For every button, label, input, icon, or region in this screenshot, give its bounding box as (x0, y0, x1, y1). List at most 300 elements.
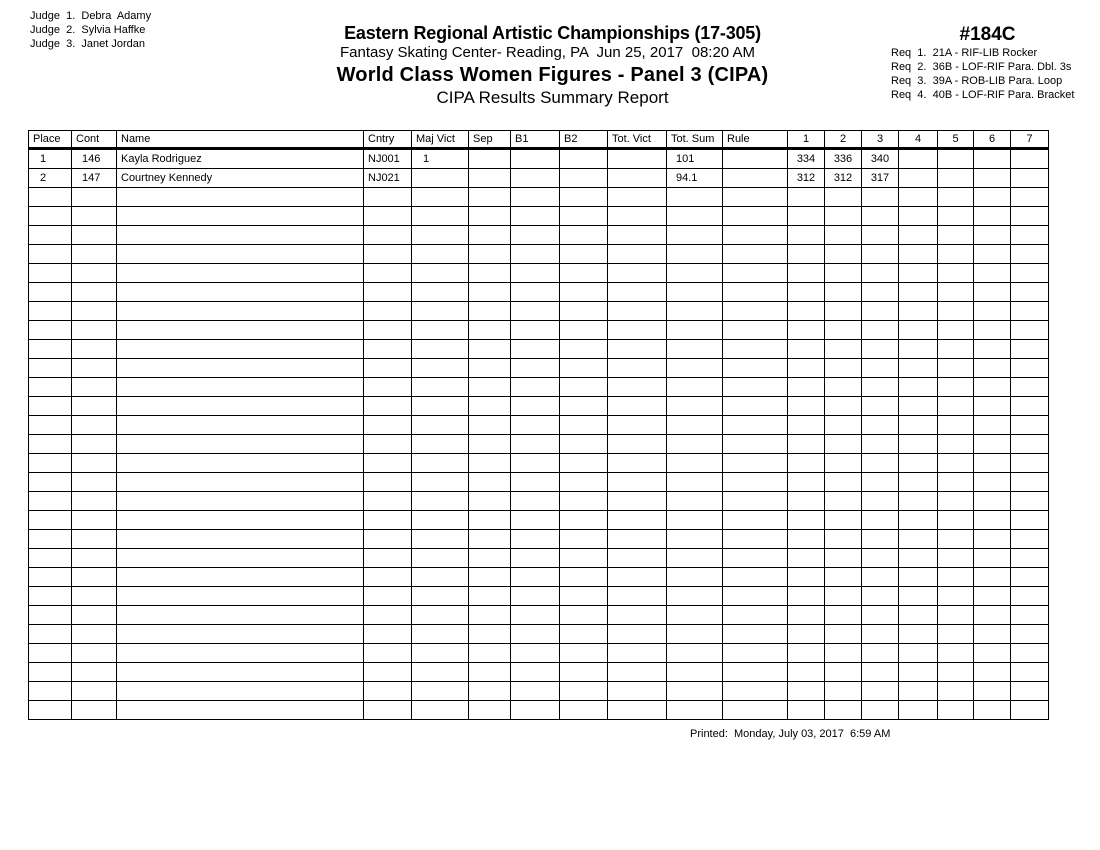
empty-cell (608, 359, 667, 378)
empty-cell (974, 625, 1011, 644)
empty-cell (364, 530, 412, 549)
empty-cell (974, 435, 1011, 454)
empty-cell (364, 701, 412, 720)
empty-cell (825, 644, 862, 663)
empty-cell (364, 492, 412, 511)
empty-cell (117, 302, 364, 321)
empty-cell (511, 473, 560, 492)
empty-cell (1011, 663, 1049, 682)
empty-cell (412, 245, 469, 264)
judge-5-cell (938, 149, 974, 169)
empty-cell (788, 302, 825, 321)
empty-cell (788, 549, 825, 568)
empty-cell (667, 435, 723, 454)
empty-cell (788, 682, 825, 701)
judge-3-cell: 317 (862, 169, 899, 188)
empty-cell (723, 454, 788, 473)
empty-cell (788, 606, 825, 625)
empty-cell (117, 435, 364, 454)
table-row-empty (29, 549, 1049, 568)
empty-cell (412, 188, 469, 207)
empty-cell (825, 454, 862, 473)
empty-cell (72, 511, 117, 530)
empty-cell (608, 264, 667, 283)
empty-cell (825, 663, 862, 682)
b1-cell (511, 149, 560, 169)
empty-cell (72, 416, 117, 435)
empty-cell (72, 530, 117, 549)
b2-cell (560, 149, 608, 169)
table-row-empty (29, 245, 1049, 264)
empty-cell (364, 644, 412, 663)
empty-cell (788, 245, 825, 264)
empty-cell (862, 416, 899, 435)
empty-cell (469, 663, 511, 682)
table-row-empty (29, 568, 1049, 587)
table-row-empty (29, 701, 1049, 720)
empty-cell (560, 492, 608, 511)
empty-cell (29, 568, 72, 587)
table-row-empty (29, 644, 1049, 663)
empty-cell (72, 473, 117, 492)
empty-cell (938, 682, 974, 701)
empty-cell (974, 188, 1011, 207)
empty-cell (511, 188, 560, 207)
empty-cell (72, 283, 117, 302)
empty-cell (899, 359, 938, 378)
judge-3-cell: 340 (862, 149, 899, 169)
tot-vict-cell (608, 149, 667, 169)
empty-cell (511, 682, 560, 701)
empty-cell (364, 245, 412, 264)
empty-cell (469, 568, 511, 587)
empty-cell (72, 264, 117, 283)
empty-cell (1011, 682, 1049, 701)
empty-cell (862, 359, 899, 378)
empty-cell (788, 473, 825, 492)
rule-cell (723, 149, 788, 169)
empty-cell (1011, 549, 1049, 568)
empty-cell (608, 207, 667, 226)
empty-cell (862, 378, 899, 397)
empty-cell (72, 226, 117, 245)
empty-cell (974, 568, 1011, 587)
requirement-1: Req 1. 21A - RIF-LIB Rocker (891, 47, 1038, 59)
empty-cell (29, 245, 72, 264)
empty-cell (723, 587, 788, 606)
empty-cell (938, 321, 974, 340)
empty-cell (899, 378, 938, 397)
empty-cell (1011, 473, 1049, 492)
table-row (29, 169, 1049, 188)
empty-cell (469, 397, 511, 416)
empty-cell (364, 682, 412, 701)
empty-cell (862, 340, 899, 359)
empty-cell (469, 264, 511, 283)
table-row-empty (29, 283, 1049, 302)
empty-cell (723, 663, 788, 682)
empty-cell (938, 473, 974, 492)
empty-cell (511, 264, 560, 283)
empty-cell (117, 245, 364, 264)
empty-cell (511, 226, 560, 245)
col-header-name: Name (117, 131, 364, 149)
place-cell: 2 (29, 169, 72, 188)
empty-cell (899, 473, 938, 492)
col-header-judge-2: 2 (825, 131, 862, 149)
empty-cell (469, 625, 511, 644)
empty-cell (788, 492, 825, 511)
empty-cell (899, 321, 938, 340)
table-row-empty (29, 454, 1049, 473)
empty-cell (412, 511, 469, 530)
empty-cell (560, 625, 608, 644)
empty-cell (723, 226, 788, 245)
empty-cell (608, 302, 667, 321)
empty-cell (511, 606, 560, 625)
empty-cell (1011, 207, 1049, 226)
empty-cell (938, 302, 974, 321)
empty-cell (723, 264, 788, 283)
empty-cell (608, 378, 667, 397)
empty-cell (667, 283, 723, 302)
empty-cell (29, 511, 72, 530)
empty-cell (862, 701, 899, 720)
empty-cell (469, 378, 511, 397)
empty-cell (788, 416, 825, 435)
table-row-empty (29, 492, 1049, 511)
empty-cell (608, 188, 667, 207)
empty-cell (862, 511, 899, 530)
empty-cell (469, 473, 511, 492)
empty-cell (412, 435, 469, 454)
empty-cell (974, 283, 1011, 302)
empty-cell (412, 625, 469, 644)
empty-cell (788, 207, 825, 226)
empty-cell (511, 701, 560, 720)
empty-cell (899, 264, 938, 283)
empty-cell (469, 587, 511, 606)
empty-cell (825, 682, 862, 701)
col-header-b2: B2 (560, 131, 608, 149)
empty-cell (974, 416, 1011, 435)
empty-cell (862, 321, 899, 340)
empty-cell (511, 359, 560, 378)
maj-vict-cell: 1 (412, 149, 469, 169)
empty-cell (899, 397, 938, 416)
empty-cell (974, 340, 1011, 359)
empty-cell (117, 644, 364, 663)
empty-cell (29, 188, 72, 207)
empty-cell (938, 207, 974, 226)
empty-cell (1011, 454, 1049, 473)
empty-cell (608, 511, 667, 530)
empty-cell (938, 226, 974, 245)
empty-cell (72, 302, 117, 321)
empty-cell (608, 568, 667, 587)
col-header-b1: B1 (511, 131, 560, 149)
empty-cell (29, 644, 72, 663)
empty-cell (608, 435, 667, 454)
empty-cell (1011, 283, 1049, 302)
empty-cell (560, 511, 608, 530)
empty-cell (862, 530, 899, 549)
col-header-cont: Cont (72, 131, 117, 149)
table-row-empty (29, 264, 1049, 283)
empty-cell (723, 682, 788, 701)
empty-cell (825, 473, 862, 492)
empty-cell (511, 587, 560, 606)
empty-cell (412, 397, 469, 416)
empty-cell (667, 568, 723, 587)
empty-cell (412, 549, 469, 568)
empty-cell (1011, 226, 1049, 245)
empty-cell (1011, 606, 1049, 625)
empty-cell (825, 397, 862, 416)
empty-cell (938, 264, 974, 283)
empty-cell (117, 454, 364, 473)
empty-cell (1011, 264, 1049, 283)
empty-cell (788, 530, 825, 549)
empty-cell (72, 188, 117, 207)
empty-cell (608, 644, 667, 663)
empty-cell (469, 340, 511, 359)
empty-cell (511, 397, 560, 416)
empty-cell (1011, 530, 1049, 549)
empty-cell (938, 587, 974, 606)
empty-cell (412, 264, 469, 283)
judge-7-cell (1011, 149, 1049, 169)
empty-cell (511, 207, 560, 226)
empty-cell (72, 701, 117, 720)
empty-cell (29, 454, 72, 473)
col-header-cntry: Cntry (364, 131, 412, 149)
empty-cell (788, 435, 825, 454)
empty-cell (364, 625, 412, 644)
empty-cell (974, 492, 1011, 511)
table-row-empty (29, 416, 1049, 435)
empty-cell (723, 492, 788, 511)
table-header-row (29, 131, 1049, 149)
empty-cell (29, 625, 72, 644)
empty-cell (29, 435, 72, 454)
cont-cell: 147 (72, 169, 117, 188)
empty-cell (412, 378, 469, 397)
empty-cell (974, 397, 1011, 416)
sep-cell (469, 169, 511, 188)
empty-cell (560, 188, 608, 207)
empty-cell (469, 283, 511, 302)
empty-cell (788, 226, 825, 245)
empty-cell (560, 530, 608, 549)
empty-cell (825, 625, 862, 644)
col-header-rule: Rule (723, 131, 788, 149)
empty-cell (469, 302, 511, 321)
empty-cell (938, 188, 974, 207)
empty-cell (412, 340, 469, 359)
empty-cell (117, 606, 364, 625)
empty-cell (560, 264, 608, 283)
empty-cell (899, 701, 938, 720)
col-header-judge-7: 7 (1011, 131, 1049, 149)
empty-cell (899, 435, 938, 454)
empty-cell (899, 226, 938, 245)
empty-cell (117, 188, 364, 207)
empty-cell (560, 226, 608, 245)
empty-cell (862, 568, 899, 587)
empty-cell (412, 682, 469, 701)
empty-cell (974, 264, 1011, 283)
table-row-empty (29, 435, 1049, 454)
empty-cell (667, 245, 723, 264)
empty-cell (560, 587, 608, 606)
empty-cell (29, 302, 72, 321)
empty-cell (511, 492, 560, 511)
empty-cell (825, 701, 862, 720)
empty-cell (469, 207, 511, 226)
empty-cell (511, 568, 560, 587)
empty-cell (608, 340, 667, 359)
empty-cell (938, 397, 974, 416)
empty-cell (412, 587, 469, 606)
requirements-block (891, 24, 1096, 102)
empty-cell (862, 549, 899, 568)
empty-cell (364, 340, 412, 359)
empty-cell (723, 321, 788, 340)
empty-cell (974, 207, 1011, 226)
empty-cell (29, 587, 72, 606)
empty-cell (364, 302, 412, 321)
empty-cell (364, 663, 412, 682)
col-header-tot-sum: Tot. Sum (667, 131, 723, 149)
venue-date-line: Fantasy Skating Center- Reading, PA Jun 25, 2017 08:20 AM (340, 44, 755, 61)
empty-cell (364, 188, 412, 207)
empty-cell (117, 207, 364, 226)
empty-cell (788, 321, 825, 340)
empty-cell (899, 663, 938, 682)
empty-cell (667, 587, 723, 606)
empty-cell (29, 264, 72, 283)
empty-cell (1011, 245, 1049, 264)
empty-cell (825, 530, 862, 549)
empty-cell (560, 416, 608, 435)
empty-cell (899, 302, 938, 321)
empty-cell (667, 625, 723, 644)
empty-cell (825, 321, 862, 340)
empty-cell (899, 511, 938, 530)
empty-cell (723, 701, 788, 720)
col-header-judge-5: 5 (938, 131, 974, 149)
empty-cell (117, 321, 364, 340)
empty-cell (1011, 188, 1049, 207)
empty-cell (117, 701, 364, 720)
empty-cell (117, 340, 364, 359)
empty-cell (412, 283, 469, 302)
empty-cell (974, 473, 1011, 492)
empty-cell (1011, 435, 1049, 454)
empty-cell (788, 188, 825, 207)
empty-cell (825, 492, 862, 511)
empty-cell (117, 378, 364, 397)
empty-cell (667, 682, 723, 701)
empty-cell (667, 226, 723, 245)
empty-cell (667, 378, 723, 397)
empty-cell (117, 416, 364, 435)
empty-cell (72, 340, 117, 359)
empty-cell (667, 416, 723, 435)
empty-cell (560, 682, 608, 701)
empty-cell (29, 340, 72, 359)
empty-cell (364, 549, 412, 568)
empty-cell (862, 454, 899, 473)
empty-cell (825, 188, 862, 207)
empty-cell (788, 378, 825, 397)
table-row-empty (29, 321, 1049, 340)
judges-list (30, 9, 151, 51)
table-row-empty (29, 625, 1049, 644)
empty-cell (608, 606, 667, 625)
empty-cell (469, 682, 511, 701)
empty-cell (29, 530, 72, 549)
empty-cell (560, 435, 608, 454)
empty-cell (29, 226, 72, 245)
table-row-empty (29, 530, 1049, 549)
printed-timestamp: Printed: Monday, July 03, 2017 6:59 AM (690, 728, 891, 740)
empty-cell (723, 359, 788, 378)
empty-cell (899, 245, 938, 264)
empty-cell (560, 454, 608, 473)
tot-vict-cell (608, 169, 667, 188)
empty-cell (899, 606, 938, 625)
empty-cell (825, 549, 862, 568)
empty-cell (469, 549, 511, 568)
empty-cell (560, 321, 608, 340)
empty-cell (667, 492, 723, 511)
empty-cell (364, 226, 412, 245)
empty-cell (608, 397, 667, 416)
empty-cell (723, 340, 788, 359)
empty-cell (825, 245, 862, 264)
empty-cell (560, 283, 608, 302)
empty-cell (723, 188, 788, 207)
table-row-empty (29, 587, 1049, 606)
empty-cell (825, 340, 862, 359)
empty-cell (938, 359, 974, 378)
empty-cell (667, 397, 723, 416)
empty-cell (667, 530, 723, 549)
col-header-judge-3: 3 (862, 131, 899, 149)
panel-title: World Class Women Figures - Panel 3 (CIPA) (336, 64, 769, 86)
empty-cell (511, 549, 560, 568)
empty-cell (825, 416, 862, 435)
empty-cell (1011, 568, 1049, 587)
empty-cell (117, 663, 364, 682)
empty-cell (72, 549, 117, 568)
table-row-empty (29, 511, 1049, 530)
empty-cell (974, 663, 1011, 682)
empty-cell (723, 511, 788, 530)
empty-cell (788, 340, 825, 359)
empty-cell (788, 283, 825, 302)
empty-cell (72, 207, 117, 226)
empty-cell (788, 511, 825, 530)
empty-cell (560, 644, 608, 663)
judge-2: Judge 2. Sylvia Haffke (30, 24, 146, 36)
empty-cell (412, 226, 469, 245)
empty-cell (825, 207, 862, 226)
empty-cell (608, 283, 667, 302)
empty-cell (364, 397, 412, 416)
